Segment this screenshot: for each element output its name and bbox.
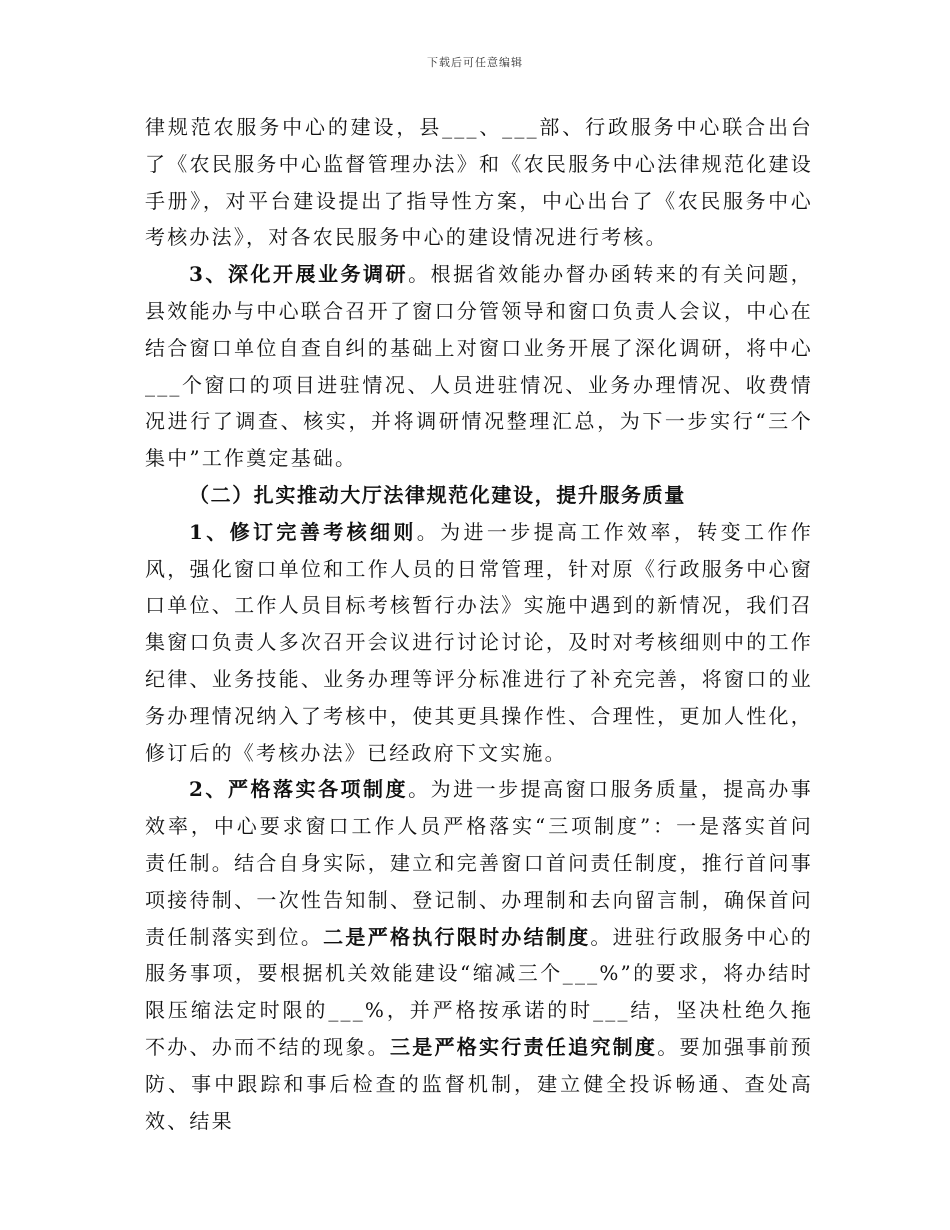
paragraph-assessment-rules [145, 514, 813, 772]
paragraph-title: 2、严格落实各项制度 [189, 777, 409, 802]
document-body [145, 109, 813, 1139]
inline-bold-heading: 三是严格实行责任追究制度 [389, 1034, 658, 1059]
section-heading: （二）扎实推动大厅法律规范化建设，提升服务质量 [189, 482, 686, 507]
paragraph-title: 1、修订完善考核细则 [189, 519, 417, 544]
paragraph-text: 。为进一步提高窗口服务质量，提高办事效率，中心要求窗口工作人员严格落实“三项制度”：一是落实首问责任制。结合自身实际，建立和完善窗口首问责任制度，推行首问事项接待制、一次性告知制、登记制、办理制和去向留言制，确保首问责任制落实到位。 [145, 777, 813, 949]
paragraph-text: 。为进一步提高工作效率，转变工作作风，强化窗口单位和工作人员的日常管理，针对原《行政服务中心窗口单位、工作人员目标考核暂行办法》实施中遇到的新情况，我们召集窗口负责人多次召开会议进行讨论讨论，及时对考核细则中的工作纪律、业务技能、业务办理等评分标准进行了补充完善，将窗口的业务办理情况纳入了考核中，使其更具操作性、合理性，更加人性化，修订后的《考核办法》已经政府下文实施。 [145, 519, 813, 765]
paragraph-business-research [145, 256, 813, 477]
inline-bold-heading: 二是严格执行限时办结制度 [323, 924, 591, 949]
paragraph-text: 。根据省效能办督办函转来的有关问题，县效能办与中心联合召开了窗口分管领导和窗口负责人会议，中心在结合窗口单位自查自纠的基础上对窗口业务开展了深化调研，将中心___个窗口的项目进驻情况、人员进驻情况、业务办理情况、收费情况进行了调查、核实，并将调研情况整理汇总，为下一步实行“三个集中”工作奠定基础。 [145, 262, 813, 471]
paragraph-title: 3、深化开展业务调研 [189, 262, 409, 287]
paragraph-implement-systems [145, 771, 813, 1139]
paragraph-continuation [145, 109, 813, 256]
paragraph-text: 律规范农服务中心的建设，县___、___部、行政服务中心联合出台了《农民服务中心监督管理办法》和《农民服务中心法律规范化建设手册》，对平台建设提出了指导性方案，中心出台了《农民服务中心考核办法》，对各农民服务中心的建设情况进行考核。 [145, 115, 813, 250]
page-header: 下载后可任意编辑 [427, 56, 523, 69]
paragraph-text: 。进驻行政服务中心的服务事项，要根据机关效能建设“缩减三个___%”的要求，将办结时限压缩法定时限的___%，并严格按承诺的时___结，坚决杜绝久拖不办、办而不结的现象。 [145, 924, 814, 1059]
paragraph-text: 。要加强事前预防、事中跟踪和事后检查的监督机制，建立健全投诉畅通、查处高效、结果 [145, 1034, 813, 1133]
